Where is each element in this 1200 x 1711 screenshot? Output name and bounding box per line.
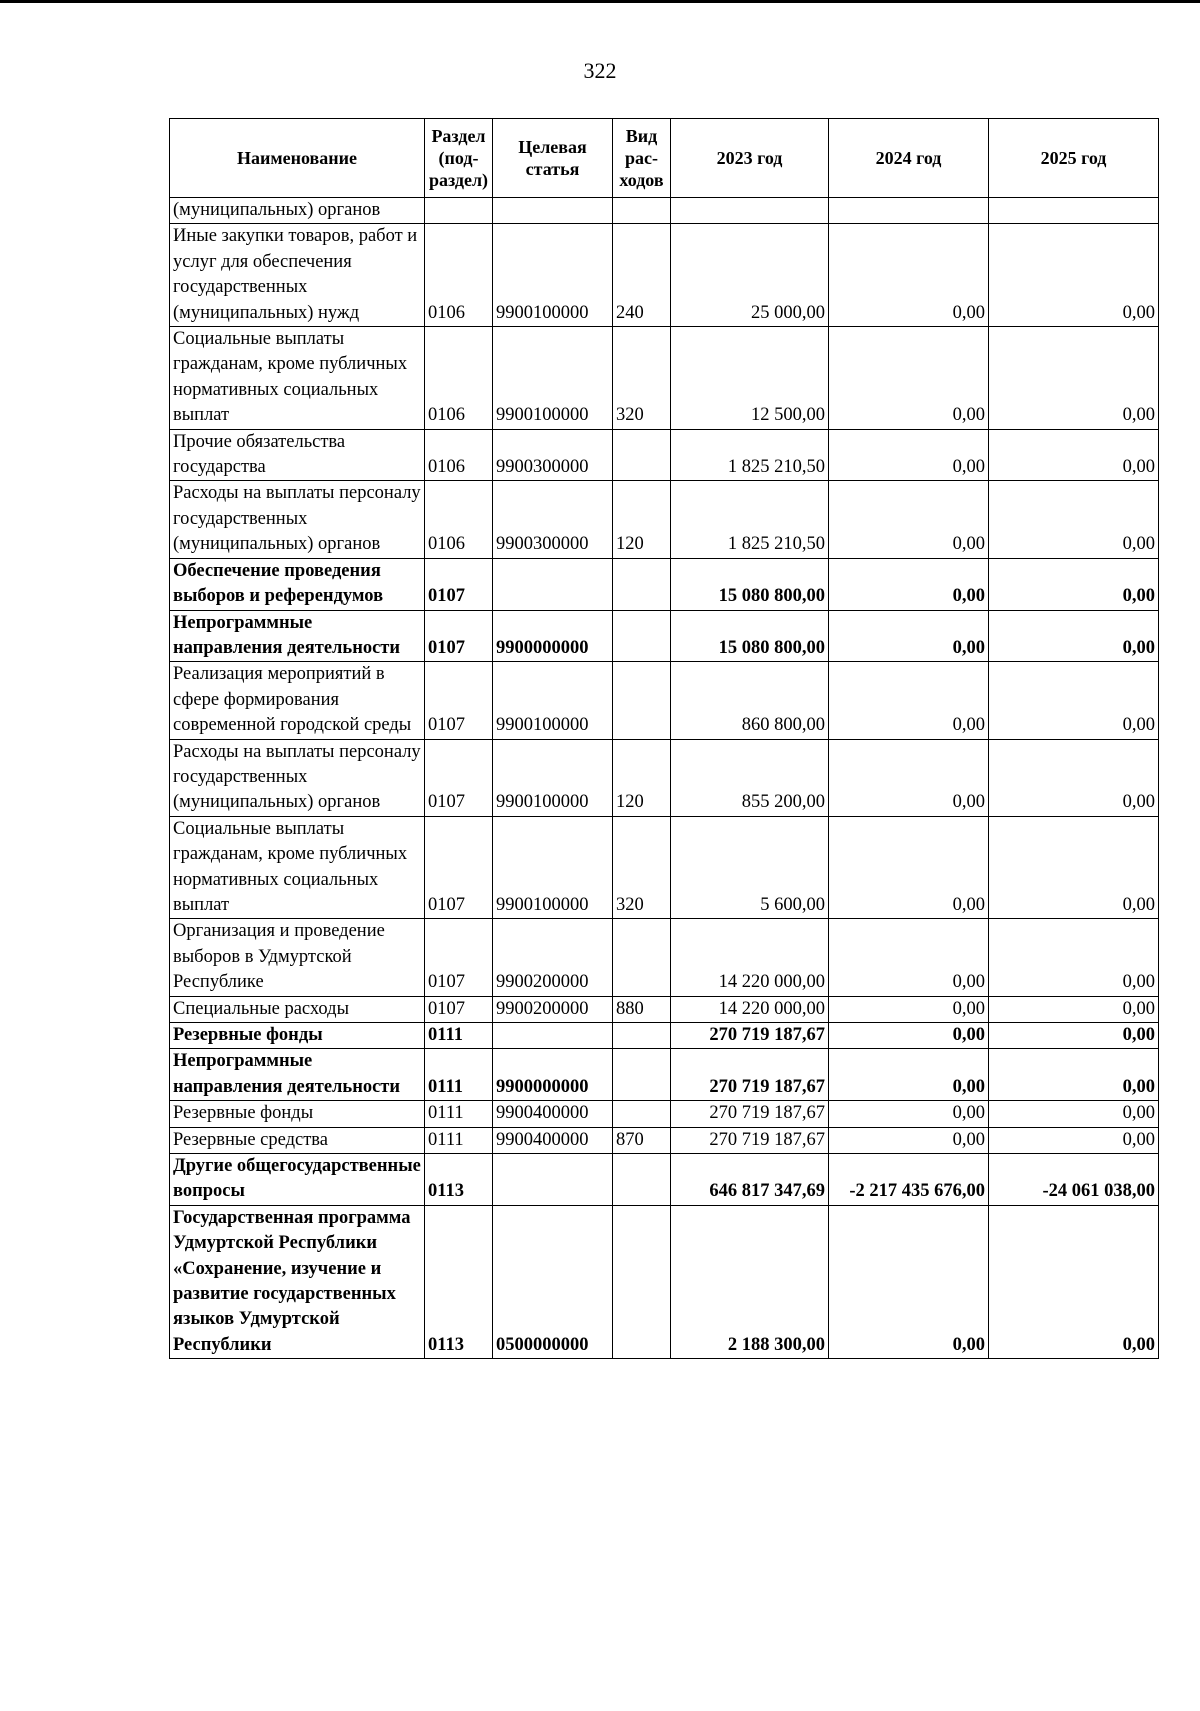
table-row: [170, 481, 1159, 558]
cell-2025: 0,00: [989, 610, 1159, 662]
cell-2023: 855 200,00: [671, 739, 829, 816]
cell-2024: 0,00: [829, 662, 989, 739]
cell-section: 0107: [425, 662, 493, 739]
table-row: [170, 327, 1159, 430]
cell-2023: 1 825 210,50: [671, 429, 829, 481]
cell-2024: 0,00: [829, 996, 989, 1022]
cell-target: 9900100000: [493, 224, 613, 327]
cell-target: 9900300000: [493, 429, 613, 481]
header-kind: Вид рас-ходов: [613, 119, 671, 198]
header-2024: 2024 год: [829, 119, 989, 198]
cell-name: Непрограммные направления деятельности: [170, 610, 425, 662]
cell-name: Резервные средства: [170, 1127, 425, 1153]
cell-kind: 320: [613, 816, 671, 919]
cell-name: Резервные фонды: [170, 1101, 425, 1127]
cell-name: Другие общегосударственные вопросы: [170, 1154, 425, 1206]
cell-kind: 320: [613, 327, 671, 430]
cell-section: 0106: [425, 327, 493, 430]
cell-2025: 0,00: [989, 1101, 1159, 1127]
table-row: [170, 996, 1159, 1022]
cell-section: 0113: [425, 1154, 493, 1206]
cell-name: Расходы на выплаты персоналу государственных (муниципальных) органов: [170, 739, 425, 816]
cell-2024: 0,00: [829, 1101, 989, 1127]
cell-section: 0107: [425, 558, 493, 610]
cell-target: 9900300000: [493, 481, 613, 558]
cell-target: [493, 558, 613, 610]
cell-section: 0111: [425, 1127, 493, 1153]
table-row: [170, 816, 1159, 919]
cell-target: 9900400000: [493, 1127, 613, 1153]
cell-2025: 0,00: [989, 558, 1159, 610]
cell-2025: 0,00: [989, 996, 1159, 1022]
table-row: [170, 558, 1159, 610]
cell-2024: 0,00: [829, 1049, 989, 1101]
cell-2025: 0,00: [989, 327, 1159, 430]
header-section: Раздел (под-раздел): [425, 119, 493, 198]
cell-kind: [613, 662, 671, 739]
cell-name: Реализация мероприятий в сфере формирования современной городской среды: [170, 662, 425, 739]
cell-2025: 0,00: [989, 481, 1159, 558]
cell-target: [493, 1023, 613, 1049]
cell-target: [493, 198, 613, 224]
cell-2023: 25 000,00: [671, 224, 829, 327]
cell-2025: 0,00: [989, 662, 1159, 739]
cell-kind: 870: [613, 1127, 671, 1153]
cell-2023: 12 500,00: [671, 327, 829, 430]
cell-2023: [671, 198, 829, 224]
table-row: [170, 1049, 1159, 1101]
cell-2024: 0,00: [829, 739, 989, 816]
cell-2023: 270 719 187,67: [671, 1101, 829, 1127]
header-2025: 2025 год: [989, 119, 1159, 198]
cell-2025: 0,00: [989, 1023, 1159, 1049]
header-2023: 2023 год: [671, 119, 829, 198]
cell-section: 0106: [425, 429, 493, 481]
cell-target: 9900100000: [493, 662, 613, 739]
cell-2023: 270 719 187,67: [671, 1049, 829, 1101]
cell-2025: 0,00: [989, 429, 1159, 481]
cell-name: Резервные фонды: [170, 1023, 425, 1049]
cell-target: 0500000000: [493, 1205, 613, 1358]
cell-name: (муниципальных) органов: [170, 198, 425, 224]
table-row: [170, 919, 1159, 996]
cell-name: Организация и проведение выборов в Удмуртской Республике: [170, 919, 425, 996]
cell-2024: 0,00: [829, 1127, 989, 1153]
cell-target: 9900000000: [493, 1049, 613, 1101]
cell-name: Социальные выплаты гражданам, кроме публичных нормативных социальных выплат: [170, 816, 425, 919]
cell-2023: 5 600,00: [671, 816, 829, 919]
cell-2024: 0,00: [829, 816, 989, 919]
table-row: [170, 224, 1159, 327]
cell-name: Иные закупки товаров, работ и услуг для обеспечения государственных (муниципальных) нужд: [170, 224, 425, 327]
cell-2024: 0,00: [829, 327, 989, 430]
cell-2025: 0,00: [989, 739, 1159, 816]
cell-kind: [613, 558, 671, 610]
cell-kind: [613, 1049, 671, 1101]
cell-2025: 0,00: [989, 1205, 1159, 1358]
cell-section: 0106: [425, 224, 493, 327]
cell-kind: 240: [613, 224, 671, 327]
cell-name: Государственная программа Удмуртской Республики «Сохранение, изучение и развитие государственных языков Удмуртской Республики: [170, 1205, 425, 1358]
cell-2024: 0,00: [829, 1023, 989, 1049]
cell-name: Обеспечение проведения выборов и референдумов: [170, 558, 425, 610]
cell-2023: 15 080 800,00: [671, 558, 829, 610]
cell-2024: -2 217 435 676,00: [829, 1154, 989, 1206]
cell-kind: [613, 1205, 671, 1358]
cell-2023: 2 188 300,00: [671, 1205, 829, 1358]
cell-kind: [613, 1154, 671, 1206]
cell-2024: 0,00: [829, 919, 989, 996]
cell-section: 0111: [425, 1049, 493, 1101]
cell-section: 0106: [425, 481, 493, 558]
cell-kind: [613, 198, 671, 224]
cell-kind: [613, 919, 671, 996]
table-row: [170, 1101, 1159, 1127]
cell-section: 0107: [425, 996, 493, 1022]
page-number: 322: [583, 58, 617, 83]
cell-target: [493, 1154, 613, 1206]
cell-section: 0111: [425, 1101, 493, 1127]
cell-kind: [613, 610, 671, 662]
cell-2025: 0,00: [989, 1127, 1159, 1153]
cell-kind: [613, 1101, 671, 1127]
cell-2024: 0,00: [829, 481, 989, 558]
header-name: Наименование: [170, 119, 425, 198]
cell-2023: 1 825 210,50: [671, 481, 829, 558]
header-target: Целевая статья: [493, 119, 613, 198]
cell-kind: 120: [613, 739, 671, 816]
cell-section: 0111: [425, 1023, 493, 1049]
cell-2023: 15 080 800,00: [671, 610, 829, 662]
cell-target: 9900100000: [493, 327, 613, 430]
cell-section: 0107: [425, 739, 493, 816]
table-row: [170, 1205, 1159, 1358]
cell-2023: 646 817 347,69: [671, 1154, 829, 1206]
cell-2023: 14 220 000,00: [671, 996, 829, 1022]
cell-2025: -24 061 038,00: [989, 1154, 1159, 1206]
cell-target: 9900000000: [493, 610, 613, 662]
table-row: [170, 1154, 1159, 1206]
cell-name: Непрограммные направления деятельности: [170, 1049, 425, 1101]
cell-target: 9900200000: [493, 996, 613, 1022]
table-row: [170, 610, 1159, 662]
cell-target: 9900100000: [493, 816, 613, 919]
cell-kind: 120: [613, 481, 671, 558]
top-scan-border: [0, 0, 1200, 3]
cell-2024: 0,00: [829, 610, 989, 662]
cell-2024: 0,00: [829, 1205, 989, 1358]
table-body: [170, 198, 1159, 1359]
cell-section: 0107: [425, 610, 493, 662]
budget-table: [169, 118, 1159, 1359]
cell-2023: 270 719 187,67: [671, 1127, 829, 1153]
table-row: [170, 1023, 1159, 1049]
table-row: [170, 662, 1159, 739]
cell-kind: [613, 1023, 671, 1049]
cell-name: Социальные выплаты гражданам, кроме публичных нормативных социальных выплат: [170, 327, 425, 430]
cell-2025: 0,00: [989, 224, 1159, 327]
cell-2024: [829, 198, 989, 224]
cell-section: 0113: [425, 1205, 493, 1358]
cell-target: 9900100000: [493, 739, 613, 816]
cell-2023: 14 220 000,00: [671, 919, 829, 996]
table-header-row: [170, 119, 1159, 198]
cell-2023: 270 719 187,67: [671, 1023, 829, 1049]
cell-2025: 0,00: [989, 1049, 1159, 1101]
cell-kind: 880: [613, 996, 671, 1022]
table-row: [170, 429, 1159, 481]
cell-name: Прочие обязательства государства: [170, 429, 425, 481]
cell-2025: 0,00: [989, 919, 1159, 996]
table-row: [170, 739, 1159, 816]
cell-kind: [613, 429, 671, 481]
cell-target: 9900400000: [493, 1101, 613, 1127]
cell-target: 9900200000: [493, 919, 613, 996]
table-row: [170, 198, 1159, 224]
cell-section: 0107: [425, 816, 493, 919]
cell-2025: [989, 198, 1159, 224]
cell-name: Специальные расходы: [170, 996, 425, 1022]
cell-2023: 860 800,00: [671, 662, 829, 739]
cell-name: Расходы на выплаты персоналу государственных (муниципальных) органов: [170, 481, 425, 558]
cell-2025: 0,00: [989, 816, 1159, 919]
cell-2024: 0,00: [829, 224, 989, 327]
cell-2024: 0,00: [829, 558, 989, 610]
table-row: [170, 1127, 1159, 1153]
cell-section: [425, 198, 493, 224]
cell-section: 0107: [425, 919, 493, 996]
cell-2024: 0,00: [829, 429, 989, 481]
